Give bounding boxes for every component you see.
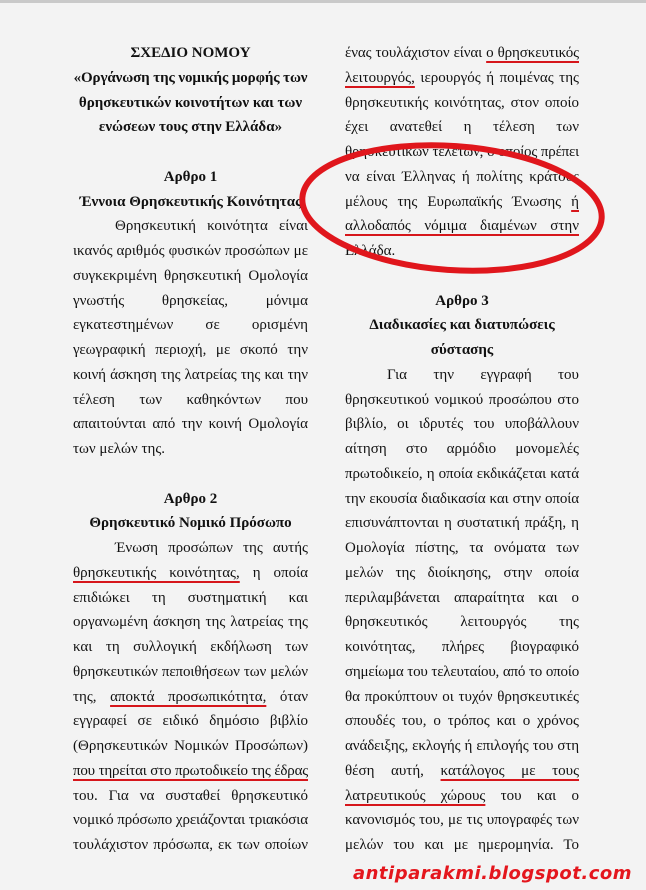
text-line [345,462,579,486]
heading-line [73,511,308,535]
text-segment: Θρησκευτικό Νομικό Πρόσωπο [89,515,292,532]
text-segment: εγγραφεί σε ειδικό δημόσιο βιβλίο [73,713,308,730]
heading-line [73,66,308,90]
heading-line [345,313,579,337]
text-line [345,734,579,758]
text-line [73,561,308,585]
text-line [345,363,579,387]
underlined-text: αποκτά προσωπικότητα, [110,688,267,705]
text-segment: ικανός αριθμός φυσικών προσώπων με [73,243,308,259]
text-segment: μελών της διοίκησης, στην οποία [345,564,579,581]
text-segment: «Οργάνωση της νομικής μορφής των [73,69,308,86]
text-segment: Για την εγγραφή του [387,366,579,383]
text-line [73,313,308,337]
text-line [73,635,308,659]
underlined-text: αλλοδαπός νόμιμα διαμένων στην [345,218,579,235]
text-segment: αίτηση στο αρμόδιο μονομελές [345,441,579,457]
text-segment: θέση αυτή, [345,762,441,779]
underlined-text: θρησκευτικής κοινότητας, [73,564,240,581]
text-segment: κοινότητας, πλήρες βιογραφικό [345,639,579,655]
text-segment: απαιτούνται από την κοινή Ομολογία [73,416,308,433]
text-segment: Ομολογία πίστης, τα ονόματα των [345,540,579,556]
text-line [345,511,579,535]
text-segment: όταν [266,688,309,705]
watermark-text: antiparakmi.blogspot.com [352,863,632,884]
text-segment: των μελών της. [73,441,166,457]
text-line [345,808,579,832]
text-segment: κανονισμός του, με τις υπογραφές των [345,812,579,829]
text-line [345,833,579,857]
text-line [73,338,308,362]
text-segment: Διαδικασίες και διατυπώσεις [369,317,555,334]
text-segment: σύστασης [430,342,494,358]
text-segment: και τη συλλογική εκδήλωση των [73,639,308,655]
text-line [345,66,579,90]
text-segment: ιερουργός ή ποιμένας της [414,69,579,86]
text-segment: θρησκευτικών τελετών, ο οποίος πρέπει [345,144,579,160]
text-line [73,833,308,857]
text-line [345,165,579,189]
underlined-text: ο θρησκευτικός [486,45,579,61]
text-segment: έχει ανατεθεί η τέλεση των [345,119,579,136]
text-segment: Έννοια Θρησκευτικής Κοινότητας [79,193,302,210]
text-line [73,214,308,238]
underlined-text: κατάλογος με τους [440,762,580,779]
text-segment: συγκεκριμένη θρησκευτική Ομολογία [73,267,308,284]
text-line [345,536,579,560]
text-line [73,610,308,634]
text-segment: γνωστής θρησκείας, μόνιμα [73,292,308,309]
heading-line [73,487,308,511]
text-line [73,536,308,560]
text-segment: την εκουσία διαδικασία και στην οποία [345,490,579,507]
text-segment: θα προκύπτουν οι τυχόν θρησκευτικές [345,688,579,705]
heading-line [73,91,308,115]
text-line [345,685,579,709]
text-line [345,91,579,115]
text-segment: επισυνάπτονται η συστατική πράξη, η [345,515,579,532]
text-line [345,561,579,585]
text-line [73,363,308,387]
text-line [345,610,579,634]
text-line [345,388,579,412]
text-segment: μελών του και με ημερομηνία. Το [345,837,579,853]
text-line [73,289,308,313]
heading-line [73,165,308,189]
text-line [73,759,308,783]
text-line [73,586,308,610]
text-line [73,660,308,684]
text-segment: γεωγραφική περιοχή, με σκοπό την [73,342,308,358]
text-line [73,239,308,263]
text-segment: Ένωση προσώπων της αυτής [115,540,308,556]
text-segment: ανάδειξης, εκλογής ή επιλογής του στη [345,738,579,754]
text-segment: Αρθρο 1 [163,168,218,185]
text-line [73,784,308,808]
underlined-text: λατρευτικούς χώρους [345,787,486,804]
underlined-text: που τηρείται στο πρωτοδικείο της έδρας [73,762,308,779]
text-line [345,487,579,511]
text-line [73,685,308,709]
underlined-text: λειτουργός, [345,69,415,86]
heading-line [345,338,579,362]
text-segment: να είναι Έλληνας ή πολίτης κράτους [345,168,579,185]
text-line [345,709,579,733]
text-segment: Αρθρο 2 [163,490,218,507]
text-segment: Θρησκευτική κοινότητα είναι [115,218,308,235]
heading-line [73,190,308,214]
text-line [345,759,579,783]
text-line [345,239,579,263]
text-line [345,586,579,610]
text-line [73,437,308,461]
text-line [345,115,579,139]
text-segment: του. Για να συσταθεί θρησκευτικό [73,787,308,804]
text-segment: Αρθρο 3 [435,292,489,309]
text-line [73,734,308,758]
text-line [73,412,308,436]
text-segment: οργανωμένη άσκηση της λατρείας της [73,614,308,631]
text-segment: του και ο [485,787,579,804]
text-line [345,190,579,214]
text-segment: θρησκευτικών κοινοτήτων και των [78,94,303,111]
text-line [73,388,308,412]
page-top-edge [0,0,646,3]
heading-line [73,115,308,139]
text-segment: (Θρησκευτικών Νομικών Προσώπων) [73,738,308,754]
text-segment: βιβλίο, οι ιδρυτές του υποβάλλουν [345,416,579,433]
text-line [345,635,579,659]
text-line [345,140,579,164]
text-segment: τουλάχιστον πρόσωπα, εκ των οποίων [73,837,308,853]
text-segment: ένας τουλάχιστον είναι [345,45,487,61]
text-segment: ενώσεων τους στην Ελλάδα» [98,119,283,136]
text-line [73,808,308,832]
text-line [345,214,579,238]
text-segment: κοινή άσκηση της λατρείας της και την [73,366,308,383]
text-segment: νομικό πρόσωπο χρειάζονται τριακόσια [73,812,308,829]
text-segment: σημείωμα του τελευταίου, από το οποίο [345,663,579,680]
text-line [345,437,579,461]
text-segment: σπουδές του, ο τρόπος και ο χρόνος [345,713,579,730]
heading-line [73,41,308,65]
text-line [345,412,579,436]
text-line [345,41,579,65]
text-segment: ΣΧΕΔΙΟ ΝΟΜΟΥ [130,45,251,61]
text-segment: πρωτοδικείο, η οποία εκδικάζεται κατά [345,465,579,482]
text-segment: θρησκευτικών πεποιθήσεων των μελών [73,663,308,680]
text-segment: μέλους της Ευρωπαϊκής Ένωσης [345,193,572,210]
text-segment: θρησκευτικού νομικού προσώπου στο [345,391,579,408]
text-segment: της, [73,688,111,705]
text-segment: περιλαμβάνεται απαραίτητα και ο [345,589,579,606]
text-segment: επιδιώκει τη συστηματική και [73,589,308,606]
heading-line [345,289,579,313]
text-segment: η οποία [239,564,309,581]
text-segment: τέλεση των καθηκόντων που [73,391,308,408]
text-segment: εγκατεστημένων σε ορισμένη [73,317,308,334]
underlined-text: ή [571,193,579,210]
text-line [73,709,308,733]
text-line [73,264,308,288]
text-segment: θρησκευτικής κοινότητας, στον οποίο [345,94,579,111]
text-segment: Ελλάδα. [345,243,396,259]
text-segment: θρησκευτικός λειτουργός της [345,614,579,631]
text-line [345,660,579,684]
text-line [345,784,579,808]
